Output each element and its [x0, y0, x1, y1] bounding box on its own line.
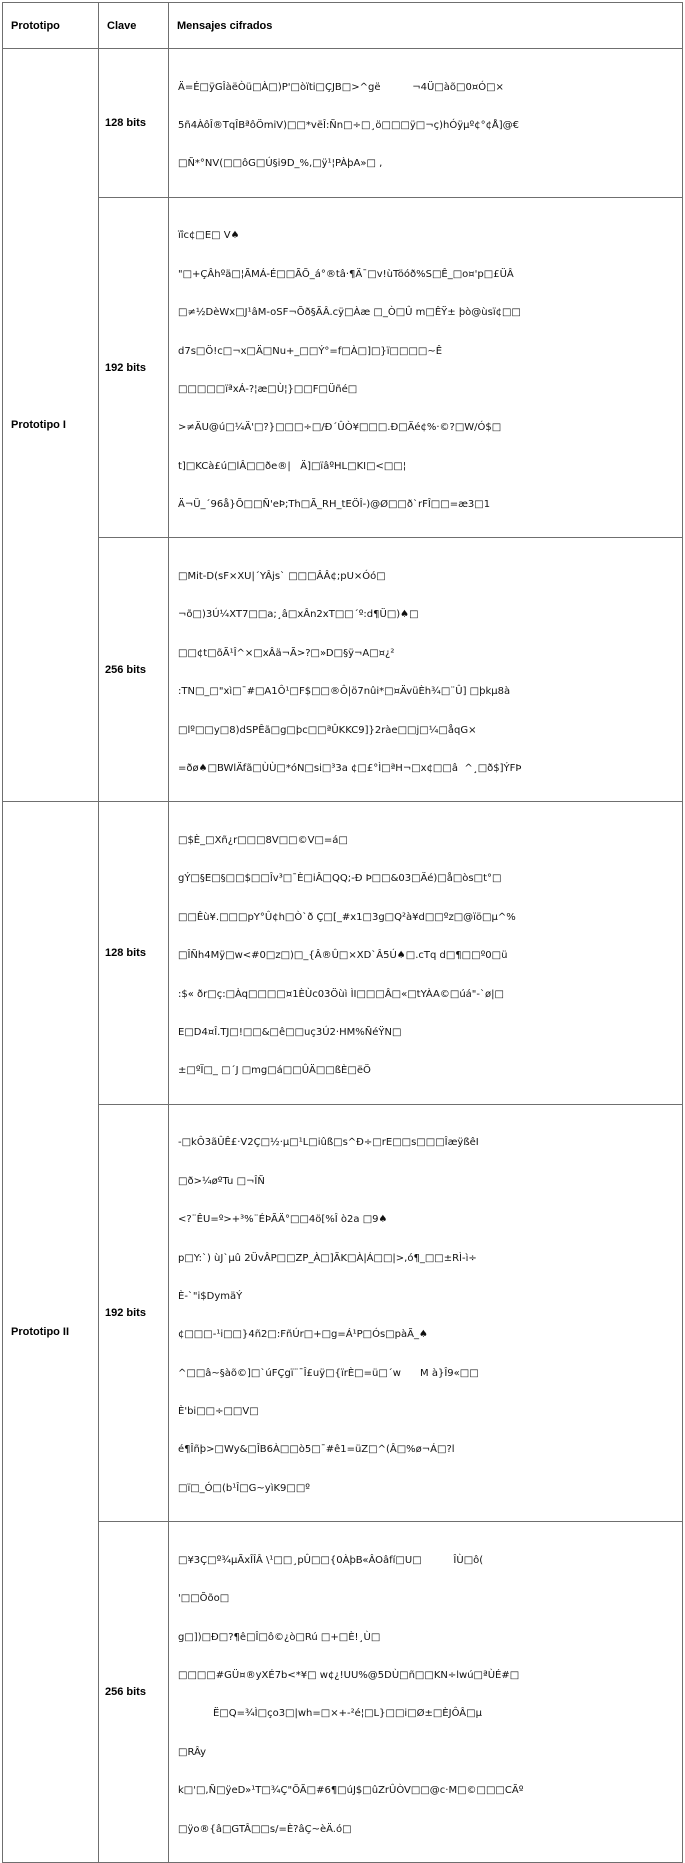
cipher-line: □$È_□Xñ¿r□□□8V□□©V□=á□ [178, 835, 348, 847]
cipher-text [169, 49, 682, 197]
cipher-message-cell [169, 538, 683, 802]
prototype-cell: Prototipo I [3, 49, 99, 802]
cipher-line: □□□□#GÜ¤®yXÉ7b<*¥□ w¢¿!UU%@5DÙ□ñ□□KN÷lwú□ªÙÉ#□ [178, 1670, 520, 1682]
cipher-message-cell [169, 1104, 683, 1522]
cipher-line: □□¢t□õÃ¹Î^×□xÂä¬Ã>?□»D□§ÿ¬A□¤¿² [178, 647, 395, 659]
cipher-line: k□'□,Ñ□ÿeD»¹T□¾Ç"ÕÃ□#6¶□úJ$□ûZrÛÒV□□@c·M□©□□□CÃº [178, 1785, 524, 1797]
cipher-line: >≠ÄU@ú□¼Ä'□?}□□□÷□/Ð´ÛÒ¥□□□.Ð□Äé¢%·©?□W/Ó$□ [178, 422, 502, 434]
key-cell: 256 bits [99, 538, 169, 802]
cipher-message-cell [169, 49, 683, 198]
cipher-message-cell [169, 197, 683, 538]
cipher-line: □¥3Ç□º¾µÃxÎÎÂ \¹□□¸pÛ□□{0ÀþB«ÂOâfí□U□ ÎÙ□ô( [178, 1554, 484, 1566]
cipher-line: ïîc¢□E□ V♠ [178, 230, 240, 242]
cipher-line: :$« ðr□ç:□Àq□□□□¤1ÈÙc03Öùì ÌI□□□Â□«□tYÀA©□úá"-`ø|□ [178, 988, 504, 1000]
cipher-line: ¬õ□)3Ú¼XT7□□a;¸â□xÂn2xT□□´º:d¶Ü□)♠□ [178, 609, 419, 621]
table-row [3, 1104, 683, 1522]
cipher-line: E□D4¤Î.TJ□!□□&□ê□□uç3Ú2·HM%ÑéŸN□ [178, 1026, 402, 1038]
cipher-message-cell [169, 802, 683, 1104]
cipher-line: □ï□_Ó□(b¹Î□G~yìK9□□º [178, 1482, 311, 1494]
table-row [3, 1522, 683, 1863]
cipher-line: ^□□â~§àõ©]□`úFÇgï¨¯Î£uÿ□{ïrÈ□=ü□´w M à}Î9«□□ [178, 1367, 479, 1379]
key-cell: 128 bits [99, 49, 169, 198]
cipher-text [169, 802, 682, 1103]
cipher-line: □□Êù¥.□□□pY°Û¢h□Ò`ð Ç□[_#x1□3g□Q²à¥d□□ºz□@ïö□µ^% [178, 911, 516, 923]
cipher-line: -□kÔ3ãÛÊ£·V2Ç□½·µ□¹L□iûß□s^Ð÷□rE□□s□□□ÎæÿßêI [178, 1137, 479, 1149]
cipher-line: <?¨ÊU=º>+³%¨ÉÞÃÄ°□□4ö[%Î ò2a □9♠ [178, 1214, 388, 1226]
cipher-line: gÝ□§E□§□□$□□Îv³□¯È□iÂ□QQ;-Ð Þ□□&03□Äé)□å□òs□t°□ [178, 873, 502, 885]
table-row [3, 802, 683, 1104]
cipher-line: □ð>¼øºTu □¬ÎÑ [178, 1175, 265, 1187]
cipher-message-cell [169, 1522, 683, 1863]
cipher-line: □RÂy [178, 1746, 207, 1758]
cipher-text [169, 198, 682, 538]
cipher-line: È'bi□□÷□□V□ [178, 1406, 259, 1418]
cipher-line: "□+ÇÂhºä□¦ÃMÁ-É□□ÃÕ_á°®tâ·¶Ä¯□v!ùTöóð%S□Ê_□o¤'p□£ÜÂ [178, 268, 514, 280]
header-messages: Mensajes cifrados [169, 3, 683, 49]
cipher-line: □□□□□ïªxÁ-?¦æ□Ù¦}□□F□Üñé□ [178, 383, 358, 395]
header-key: Clave [99, 3, 169, 49]
cipher-text [169, 1522, 682, 1862]
prototype-cell: Prototipo II [3, 802, 99, 1863]
cipher-line: d7s□Ö!c□¬x□Ä□Nu+_□□Ý°=f□À□]□}ï□□□□~Ê [178, 345, 443, 357]
cipher-line: Ä=É□ÿGÎàëÒü□À□)P'□òïti□ÇJB□>^gë ¬4Ü□àõ□0¤Ó□× [178, 81, 504, 93]
key-cell: 192 bits [99, 197, 169, 538]
table-row [3, 197, 683, 538]
cipher-line: □Mit-D(sF×XU|´YÂjs` □□□ÂÂ¢;pU×Óó□ [178, 571, 386, 583]
cipher-line: □Ñ*°NV(□□ôG□Ú§i9D_%,□ÿ¹¦PÀþA»□ , [178, 158, 383, 170]
cipher-line: ±□ºÏ□_ □´J □mg□á□□ÛÄ□□ßÈ□ëÖ [178, 1065, 371, 1077]
table-row [3, 538, 683, 802]
cipher-line: □≠½DèWx□J¹âM-oSF¬Õð§ÃÂ.cÿ□Àæ □_Ò□Û m□ÊŸ± þò@ùsï¢□□ [178, 307, 521, 319]
key-cell: 128 bits [99, 802, 169, 1104]
cipher-line: □lº□□y□8)dSPÊã□g□þc□□ªÛKKC9]}2ràe□□j□¼□åqG× [178, 724, 477, 736]
cipher-line: =ðø♠□BWlÄfã□ÙÙ□*óN□si□³3a ¢□£°Ì□ªH¬□x¢□□â ^¸□ð$]ÝFÞ [178, 763, 522, 775]
cipher-text [169, 538, 682, 801]
cipher-line: é¶Îñþ>□Wy&□ÎB6À□□ò5□¯#ê1=üZ□^(Â□%ø¬Á□?l [178, 1444, 455, 1456]
cipher-line: p□Y:`) ùJ`µû 2ÜvÂP□□ZP_À□]ÃK□À|Á□□|>,ó¶_□□±RÌ-ì÷ [178, 1252, 477, 1264]
cipher-line: Ë□Q=¾Ì□ço3□|wh=□×+-²é¦□L}□□i□Ø±□ÈJÔÂ□µ [178, 1708, 482, 1720]
key-cell: 256 bits [99, 1522, 169, 1863]
table-row [3, 49, 683, 198]
cipher-line: Ä¬Ü_´96å}Õ□□Ñ'eÞ;Th□Ã_RH_tEÖÎ-)@Ø□□ð`rFÎ□□=æ3□1 [178, 499, 491, 511]
cipher-table [2, 2, 683, 1863]
cipher-line: □ÎÑh4Mÿ□w<#0□z□)□_{Â®Û□×XD`Â5Ú♠□.cTq d□¶□□º0□ü [178, 950, 508, 962]
cipher-line: □ÿo®{â□GTÂ□□s/=È?âÇ~èÄ.ó□ [178, 1823, 352, 1835]
cipher-line: g□])□Ð□?¶ê□Î□ô©¿ò□Rú □+□È!¸Ù□ [178, 1631, 381, 1643]
cipher-line: 5ñ4ÀôÎ®TqÎBªôÖmiV)□□*vëÎ:Ñn□÷□¸ö□□□ÿ□¬ç)hÓÿµº¢°¢Å]@€ [178, 119, 520, 131]
cipher-line: '□□Õõo□ [178, 1593, 230, 1605]
header-row [3, 3, 683, 49]
header-prototype: Prototipo [3, 3, 99, 49]
cipher-line: È-`"i$DymäÝ [178, 1290, 243, 1302]
cipher-line: :TN□_□"xì□¯#□A1Ô¹□F$□□®Ô|ö7nûi*□¤ÄvüÈh¾□¨Û] □þkµ8à [178, 686, 511, 698]
cipher-line: ¢□□□-¹i□□}4ñ2□:FñÚr□+□g=Á¹P□Ós□pàÃ_♠ [178, 1329, 428, 1341]
cipher-line: t]□KCà£ú□lÂ□□ðe®| Ä]□ïâºHL□KI□<□□¦ [178, 460, 407, 472]
key-cell: 192 bits [99, 1104, 169, 1522]
cipher-text [169, 1105, 682, 1522]
